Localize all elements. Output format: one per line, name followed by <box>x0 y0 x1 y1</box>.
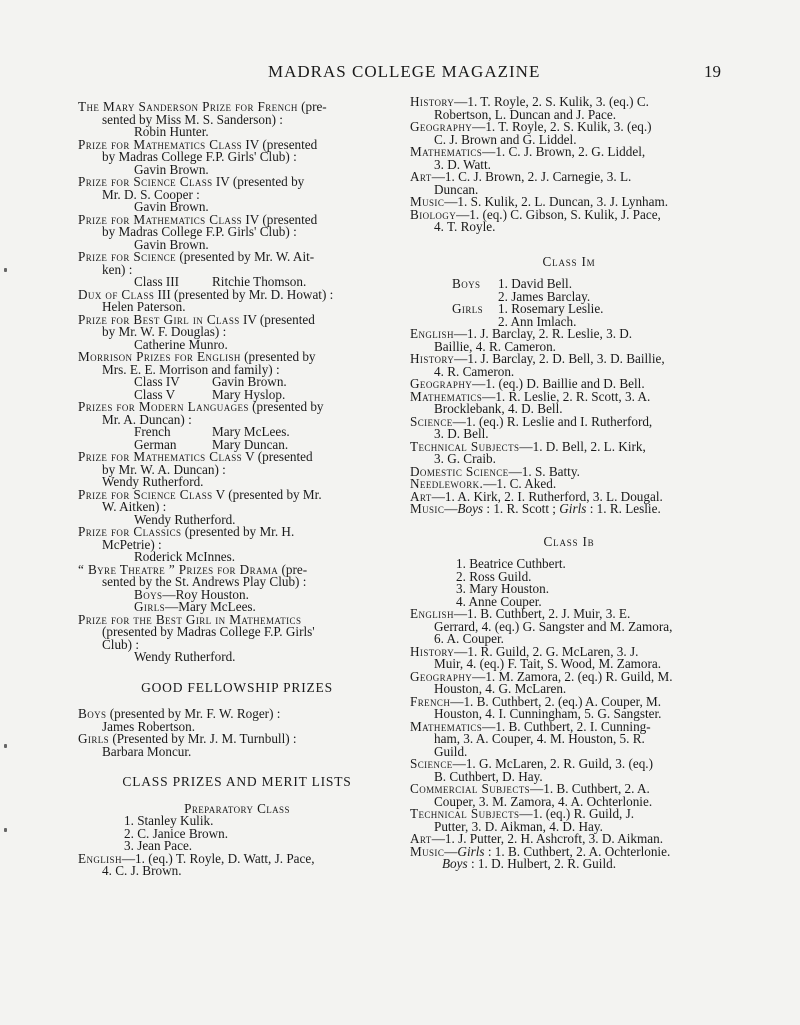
subject-entry: History—1. T. Royle, 2. S. Kulik, 3. (eq.) C. Robertson, L. Duncan and J. Pace. <box>410 94 649 122</box>
subject-entry: English—1. J. Barclay, 2. R. Leslie, 3. D. Baillie, 4. R. Cameron. <box>410 326 633 354</box>
subject-entry: History—1. J. Barclay, 2. D. Bell, 3. D. Baillie, 4. R. Cameron. <box>410 351 665 379</box>
music-line: Music—Boys : 1. R. Scott ; Girls : 1. R. Leslie. <box>410 501 661 516</box>
subject-entry: Biology—1. (eq.) C. Gibson, S. Kulik, J. Pace, 4. T. Royle. <box>410 206 661 234</box>
prize-entry: Prize for Classics (presented by Mr. H. McPetrie) : Roderick McInnes. <box>78 524 295 564</box>
prize-entry: Prize for Mathematics Class IV (presented by Madras College F.P. Girls' Club) : Gavin Brown. <box>78 136 318 177</box>
class-ib-subject-list <box>410 608 728 846</box>
prize-entry: Prize for Science Class IV (presented by Mr. D. S. Cooper : Gavin Brown. <box>78 174 305 214</box>
subject-entry: Art—1. C. J. Brown, 2. J. Carnegie, 3. L. Duncan. <box>410 169 632 197</box>
class-heading: Class Im <box>542 253 596 269</box>
page-number: 19 <box>704 62 721 81</box>
subject-entry: Technical Subjects—1. (eq.) R. Guild, J. Putter, 3. D. Aikman, 4. D. Hay. <box>410 806 635 834</box>
class-heading: Class Ib <box>543 533 595 549</box>
prize-entry: The Mary Sanderson Prize for French (pre- sented by Miss M. S. Sanderson) : Robin Hunter. <box>78 99 327 139</box>
list-item: 2. C. Janice Brown. <box>124 825 229 841</box>
subject-entry: English—1. B. Cuthbert, 2. J. Muir, 3. E. Gerrard, 4. (eq.) G. Sangster and M. Zamora, 6. A. Couper. <box>410 606 673 646</box>
left-column: The Mary Sanderson Prize for French (pre- sented by Miss M. S. Sanderson) : Robin Hunter. Prize for Mathematics Class IV (presented by Madras College F.P. Girls' Club) : Gavin Brown. Prize for Science Class IV (presented by Mr. D. S. Cooper : Gavin Brown. Prize for Mathematics Class IV (presented by Madras College F.P. Girls' Club) : Gavin Brown. Prize for Science (presented by Mr. W. Ait- ken) : Class III Ritchie Thomson. Dux of Class III (presented by Mr. D. Howat) : Helen Paterson. Prize for Best Girl in Class IV (presented by Mr. W. F. Douglas) : Catherine Munro. Morrison Prizes for English (presented by Mrs. E. E. Morrison and family) : Class IV Gavin Brown. Class V Mary Hyslop. Prizes for Modern Languages (presented by Mr. A. Duncan) : French Mary McLees. German Mary Duncan. Prize for Mathematics Class V (presented by Mr. W. A. Duncan) : Wendy Rutherford. Prize for Science Class V (presented by Mr. W. Aitken) : Wendy Rutherford. Prize for Classics (presented by Mr. H. McPetrie) : Roderick McInnes. “ Byre Theatre ” Prizes for Drama (pre- sented by the St. Andrews Play Club) : Boys—Roy Houston. Girls—Mary McLees. Prize for the Best Girl in Mathematics (presented by Madras College F.P. Girls' Club) : Wendy Rutherford. GOOD FELLOWSHIP PRIZES Boys (presented by Mr. F. W. Roger) : James Robertson. Girls (Presented by Mr. J. M. Turnbull) : Barbara Moncur. CLASS PRIZES AND MERIT LISTS Preparatory Class 1. Stanley Kulik. 2. C. Janice Brown. 3. Jean Pace. English—1. (eq.) T. Royle, D. Watt, J. Pace, 4. C. J. Brown. <box>78 101 396 878</box>
section-heading: GOOD FELLOWSHIP PRIZES <box>141 679 333 695</box>
prize-entry: Prizes for Modern Languages (presented by Mr. A. Duncan) : French Mary McLees. German Mary Duncan. <box>78 399 324 452</box>
subject-entry: Science—1. G. McLaren, 2. R. Guild, 3. (eq.) B. Cuthbert, D. Hay. <box>410 756 653 784</box>
magazine-title: MADRAS COLLEGE MAGAZINE <box>268 62 541 81</box>
list-item: 3. Mary Houston. <box>456 581 550 596</box>
subject-entry: Commercial Subjects—1. B. Cuthbert, 2. A. Couper, 3. M. Zamora, 4. A. Ochterlonie. <box>410 781 653 809</box>
subject-entry: Domestic Science—1. S. Batty. <box>410 463 580 479</box>
subject-entry: Geography—1. (eq.) D. Baillie and D. Bell. <box>410 376 645 391</box>
section-heading: CLASS PRIZES AND MERIT LISTS <box>122 774 352 789</box>
prize-entry: Prize for Mathematics Class V (presented by Mr. W. A. Duncan) : Wendy Rutherford. <box>78 449 313 489</box>
list-item: 3. Jean Pace. <box>124 838 193 853</box>
subject-entry: Mathematics—1. R. Leslie, 2. R. Scott, 3. A. Brocklebank, 4. D. Bell. <box>410 388 651 416</box>
music-line: Music—Girls : 1. B. Cuthbert, 2. A. Ochterlonie. <box>410 843 671 859</box>
prep-subject-list <box>410 96 728 234</box>
list-item: 2. Ross Guild. <box>456 568 532 584</box>
subject-entry: Mathematics—1. C. J. Brown, 2. G. Liddel, 3. D. Watt. <box>410 144 646 172</box>
subject-entry: Art—1. A. Kirk, 2. I. Rutherford, 3. L. Dougal. <box>410 488 663 504</box>
list-item: 1. Beatrice Cuthbert. <box>456 556 566 571</box>
class-im-subject-list <box>410 328 728 503</box>
prize-entry: Prize for Science Class V (presented by Mr. W. Aitken) : Wendy Rutherford. <box>78 486 322 527</box>
subject-entry: Mathematics—1. B. Cuthbert, 2. I. Cunning- ham, 3. A. Couper, 4. M. Houston, 5. R. Guild. <box>410 718 651 759</box>
sub-heading: Preparatory Class <box>184 800 290 816</box>
prize-entry: Prize for Science (presented by Mr. W. Ait- ken) : Class III Ritchie Thomson. <box>78 249 315 289</box>
subject-entry: History—1. R. Guild, 2. G. McLaren, 3. J. Muir, 4. (eq.) F. Tait, S. Wood, M. Zamora. <box>410 643 662 671</box>
prize-entry: Prize for Best Girl in Class IV (presented by Mr. W. F. Douglas) : Catherine Munro. <box>78 311 315 352</box>
prize-entry: “ Byre Theatre ” Prizes for Drama (pre- sented by the St. Andrews Play Club) : Boys—Roy Houston. Girls—Mary McLees. <box>78 561 308 614</box>
subject-entry: Needlework.—1. C. Aked. <box>410 476 557 491</box>
page-header <box>0 62 800 86</box>
prize-entry: Morrison Prizes for English (presented by Mrs. E. E. Morrison and family) : Class IV Gavin Brown. Class V Mary Hyslop. <box>78 349 316 402</box>
prize-entry: Prize for Mathematics Class IV (presented by Madras College F.P. Girls' Club) : Gavin Brown. <box>78 211 318 252</box>
subject-entry: Art—1. J. Putter, 2. H. Ashcroft, 3. D. Aikman. <box>410 831 664 846</box>
subject-entry: Technical Subjects—1. D. Bell, 2. L. Kirk, 3. G. Craib. <box>410 438 646 466</box>
subject-entry: Geography—1. M. Zamora, 2. (eq.) R. Guild, M. Houston, 4. G. McLaren. <box>410 668 673 696</box>
subject-entry: Geography—1. T. Royle, 2. S. Kulik, 3. (eq.) C. J. Brown and G. Liddel. <box>410 119 652 147</box>
list-item: 4. Anne Couper. <box>456 593 542 609</box>
right-column: History—1. T. Royle, 2. S. Kulik, 3. (eq.) C. Robertson, L. Duncan and J. Pace. Geography—1. T. Royle, 2. S. Kulik, 3. (eq.) C. J. Brown and G. Liddel. Mathematics—1. C. J. Brown, 2. G. Liddel, 3. D. Watt. Art—1. C. J. Brown, 2. J. Carnegie, 3. L. Duncan. Music—1. S. Kulik, 2. L. Duncan, 3. J. Lynham. Biology—1. (eq.) C. Gibson, S. Kulik, J. Pace, 4. T. Royle. Class Im Boys 1. David Bell. 2. James Barclay. Girls 1. Rosemary Leslie. 2. Ann Imlach. English—1. J. Barclay, 2. R. Leslie, 3. D. Baillie, 4. R. Cameron. History—1. J. Barclay, 2. D. Bell, 3. D. Baillie, 4. R. Cameron. Geography—1. (eq.) D. Baillie and D. Bell. Mathematics—1. R. Leslie, 2. R. Scott, 3. A. Brocklebank, 4. D. Bell. Science—1. (eq.) R. Leslie and I. Rutherford, 3. D. Bell. Technical Subjects—1. D. Bell, 2. L. Kirk, 3. G. Craib. Domestic Science—1. S. Batty. Needlework.—1. C. Aked. Art—1. A. Kirk, 2. I. Rutherford, 3. L. Dougal. Music—Boys : 1. R. Scott ; Girls : 1. R. Leslie. Class Ib 1. Beatrice Cuthbert. 2. Ross Guild. 3. Mary Houston. 4. Anne Couper. English—1. B. Cuthbert, 2. J. Muir, 3. E. Gerrard, 4. (eq.) G. Sangster and M. Zamora, 6. A. Couper. History—1. R. Guild, 2. G. McLaren, 3. J. Muir, 4. (eq.) F. Tait, S. Wood, M. Zamora. Geography—1. M. Zamora, 2. (eq.) R. Guild, M. Houston, 4. G. McLaren. French—1. B. Cuthbert, 2. (eq.) A. Couper, M. Houston, 4. I. Cunningham, 5. G. Sangster. Mathematics—1. B. Cuthbert, 2. I. Cunning- ham, 3. A. Couper, 4. M. Houston, 5. R. Guild. Science—1. G. McLaren, 2. R. Guild, 3. (eq.) B. Cuthbert, D. Hay. Commercial Subjects—1. B. Cuthbert, 2. A. Couper, 3. M. Zamora, 4. A. Ochterlonie. Technical Subjects—1. (eq.) R. Guild, J. Putter, 3. D. Aikman, 4. D. Hay. Art—1. J. Putter, 2. H. Ashcroft, 3. D. Aikman. Music—Girls : 1. B. Cuthbert, 2. A. Ochterlonie. Boys : 1. D. Hulbert, 2. R. Guild. <box>410 96 728 871</box>
prize-entry: Prize for the Best Girl in Mathematics (presented by Madras College F.P. Girls' Club) : Wendy Rutherford. <box>78 611 315 664</box>
prize-entry: Dux of Class III (presented by Mr. D. Howat) : Helen Paterson. <box>78 286 334 314</box>
prize-entry: Boys (presented by Mr. F. W. Roger) : James Robertson. Girls (Presented by Mr. J. M. Turnbull) : Barbara Moncur. <box>78 706 297 759</box>
list-item: 1. Stanley Kulik. <box>124 813 214 828</box>
subject-entry: French—1. B. Cuthbert, 2. (eq.) A. Couper, M. Houston, 4. I. Cunningham, 5. G. Sangster. <box>410 693 662 721</box>
subject-entry: Science—1. (eq.) R. Leslie and I. Rutherford, 3. D. Bell. <box>410 413 653 441</box>
subject-entry: Music—1. S. Kulik, 2. L. Duncan, 3. J. Lynham. <box>410 194 669 209</box>
